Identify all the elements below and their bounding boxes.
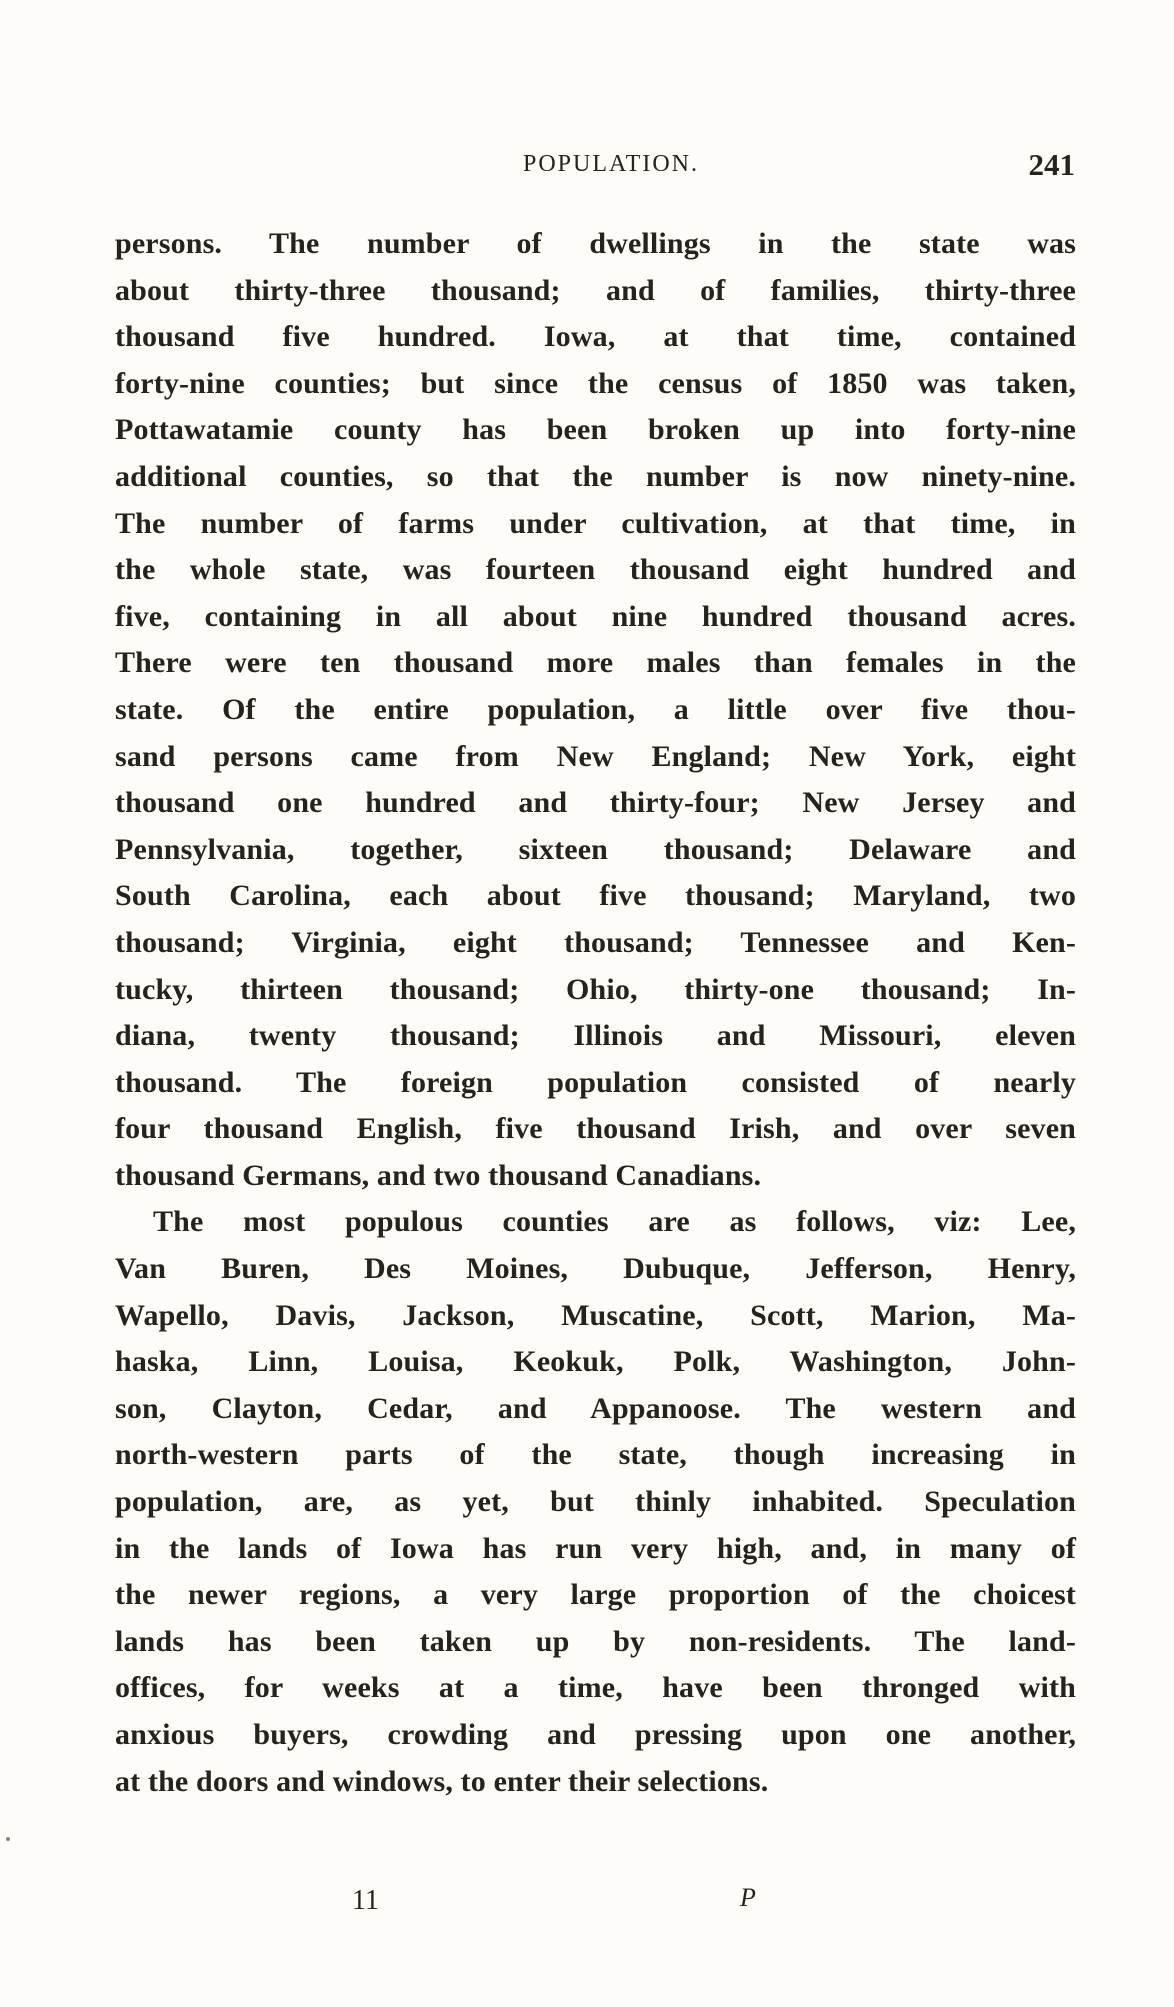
page-number: 241 bbox=[1028, 147, 1075, 182]
text-line: the whole state, was fourteen thousand eight hundred and bbox=[115, 553, 1076, 587]
text-line: There were ten thousand more males than females in the bbox=[115, 646, 1076, 680]
text-line: the newer regions, a very large proportion of the choicest bbox=[115, 1578, 1076, 1612]
text-line: forty-nine counties; but since the census of 1850 was taken, bbox=[115, 366, 1076, 400]
signature-letter: P bbox=[740, 1883, 756, 1912]
text-line: The most populous counties are as follows, viz: Lee, bbox=[153, 1205, 1076, 1239]
text-line: additional counties, so that the number is now ninety-nine. bbox=[115, 459, 1076, 493]
text-line: anxious buyers, crowding and pressing upon one another, bbox=[115, 1718, 1076, 1751]
text-line: about thirty-three thousand; and of families, thirty-three bbox=[115, 273, 1076, 307]
text-line: state. Of the entire population, a little over five thou- bbox=[115, 692, 1076, 726]
text-line: five, containing in all about nine hundred thousand acres. bbox=[115, 599, 1076, 633]
text-line: sand persons came from New England; New York, eight bbox=[115, 739, 1076, 773]
text-line: Pottawatamie county has been broken up into forty-nine bbox=[115, 413, 1076, 447]
text-line: thousand; Virginia, eight thousand; Tennessee and Ken- bbox=[115, 925, 1076, 959]
text-line: thousand Germans, and two thousand Canadians. bbox=[115, 1158, 762, 1192]
margin-speck bbox=[6, 1837, 10, 1841]
text-line: South Carolina, each about five thousand; Maryland, two bbox=[115, 879, 1076, 913]
text-line: thousand one hundred and thirty-four; New Jersey and bbox=[115, 786, 1076, 820]
text-line: diana, twenty thousand; Illinois and Missouri, eleven bbox=[115, 1019, 1076, 1053]
text-line: offices, for weeks at a time, have been thronged with bbox=[115, 1671, 1076, 1705]
signature-number: 11 bbox=[352, 1885, 379, 1916]
text-line: population, are, as yet, but thinly inhabited. Speculation bbox=[115, 1485, 1076, 1519]
text-line: The number of farms under cultivation, at that time, in bbox=[115, 506, 1076, 540]
text-line: Van Buren, Des Moines, Dubuque, Jefferson, Henry, bbox=[115, 1252, 1076, 1286]
running-title: POPULATION. bbox=[522, 151, 699, 177]
text-line: north-western parts of the state, though increasing in bbox=[115, 1438, 1076, 1472]
text-line: thousand five hundred. Iowa, at that time, contained bbox=[115, 320, 1076, 354]
running-head bbox=[117, 147, 1075, 187]
text-line: son, Clayton, Cedar, and Appanoose. The western and bbox=[115, 1391, 1076, 1425]
text-line: at the doors and windows, to enter their selections. bbox=[115, 1764, 769, 1798]
text-line: persons. The number of dwellings in the state was bbox=[115, 227, 1076, 260]
text-line: thousand. The foreign population consisted of nearly bbox=[115, 1065, 1076, 1099]
text-line: Pennsylvania, together, sixteen thousand; Delaware and bbox=[115, 832, 1076, 866]
text-line: four thousand English, five thousand Irish, and over seven bbox=[115, 1112, 1076, 1146]
text-line: in the lands of Iowa has run very high, and, in many of bbox=[115, 1531, 1076, 1565]
text-line: tucky, thirteen thousand; Ohio, thirty-one thousand; In- bbox=[115, 972, 1076, 1006]
text-line: lands has been taken up by non-residents. The land- bbox=[115, 1624, 1076, 1658]
text-line: haska, Linn, Louisa, Keokuk, Polk, Washington, John- bbox=[115, 1345, 1076, 1379]
body-text bbox=[115, 221, 1076, 1805]
text-line: Wapello, Davis, Jackson, Muscatine, Scott, Marion, Ma- bbox=[115, 1298, 1076, 1332]
